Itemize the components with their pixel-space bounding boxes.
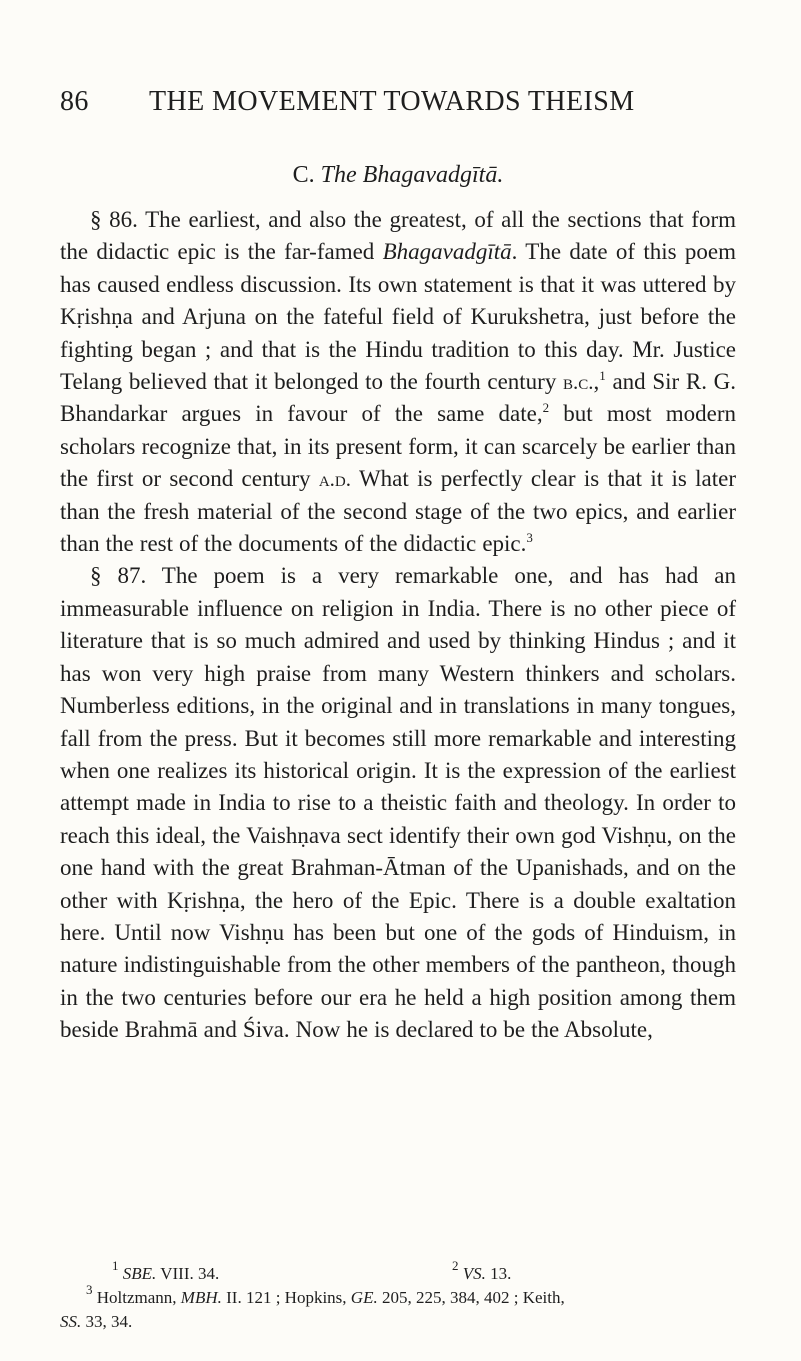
text-run: . The date of this poem has caused endless discussion. Its own statement is that it was uttered by Kṛishṇa and Arjuna on the fateful field of Kurukshetra, just before the fighting began ; and that is the Hindu tradition to this day. Mr. Justice Telang believed that it belonged to the fourth century <box>60 239 736 395</box>
section-heading <box>60 160 736 190</box>
paragraph-86 <box>60 204 736 560</box>
italic-text: Bhagavadgītā <box>382 239 512 265</box>
text-run: Holtzmann, <box>92 1288 181 1307</box>
italic-text: GE. <box>350 1288 378 1307</box>
running-head: THE MOVEMENT TOWARDS THEISM <box>149 86 635 117</box>
footnote-ref: 1 <box>599 368 606 384</box>
text-run: , <box>593 369 600 395</box>
footnote-ref: 2 <box>542 400 550 416</box>
text-run: § 86. The earliest, and also the greatest, of all the sections that form the didactic epic is the far-famed <box>60 207 736 265</box>
paragraph-87 <box>60 560 736 1046</box>
text-run: b.c. <box>563 370 594 395</box>
text-run: § 87. The poem is a very remarkable one, and has had an immeasurable influence on religion in India. There is no other piece of literature that is so much admired and used by thinking Hindus ; and it has won very high praise from many Western thinkers and scholars. Numberless editions, in the original and in translations in many tongues, fall from the press. But it becomes still more remarkable and interesting when one realizes its historical origin. It is the expression of the earliest attempt made in India to rise to a theistic faith and theology. In order to reach this ideal, the Vaishṇava sect identify their own god Vishṇu, on the one hand with the great Brahman-Ātman of the Upanishads, and on the other with Kṛishṇa, the hero of the Epic. There is a double exaltation here. Until now Vishṇu has been but one of the gods of Hinduism, in nature indistinguishable from the other members of the pantheon, though in the two centuries before our era he held a high position among them beside Brahmā and Śiva. Now he is declared to be the Absolute, <box>60 563 736 1043</box>
text-run: II. 121 ; Hopkins, <box>221 1288 351 1307</box>
text-run: but most modern scholars recognize that, in its present form, it can scarcely be earlier than the first or second century <box>60 401 736 492</box>
footnotes <box>60 1258 736 1334</box>
italic-text: MBH. <box>180 1288 222 1307</box>
page-header <box>60 84 736 120</box>
text-run: 205, 225, 384, 402 ; Keith, <box>377 1288 565 1307</box>
text-run: a.d. <box>318 467 352 492</box>
footnote-3-continuation: SS. 33, 34. <box>60 1312 133 1331</box>
text-run: and Sir R. G. Bhandarkar argues in favour of the same date, <box>60 369 736 427</box>
section-title: The Bhagavadgītā. <box>320 162 504 188</box>
footnote-ref: 3 <box>526 530 533 546</box>
text-run: What is perfectly clear is that it is later than the fresh material of the second stage of the two epics, and earlier than the rest of the documents of the didactic epic. <box>60 466 736 557</box>
section-letter: C. <box>292 162 315 188</box>
body-text <box>60 204 736 1047</box>
footnote-2: $^2$ VS. 13. <box>452 1258 512 1283</box>
footnote-3: $^3$ Holtzmann, MBH. II. 121 ; Hopkins, GE. 205, 225, 384, 402 ; Keith, <box>86 1282 565 1307</box>
page-number: 86 <box>60 86 89 117</box>
footnote-row-1-2 <box>60 1258 736 1286</box>
footnote-1: $^1$ SBE. VIII. 34. <box>112 1258 220 1283</box>
